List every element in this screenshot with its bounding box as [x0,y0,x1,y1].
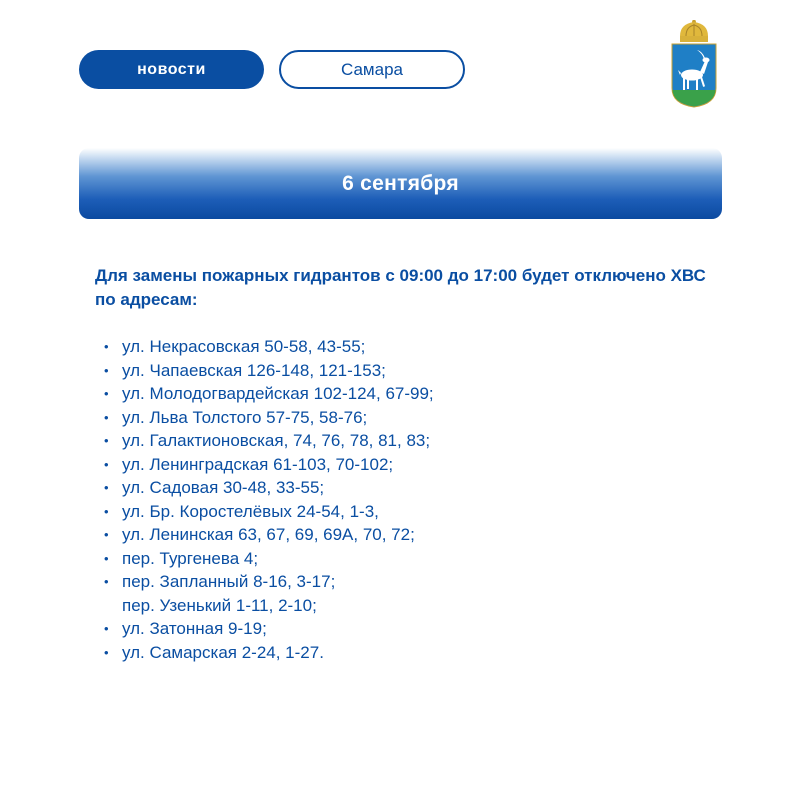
list-item [104,382,434,406]
bullet-icon: • [104,503,109,519]
address-line: ул. Затонная 9-19; [122,619,267,638]
address-line: ул. Садовая 30-48, 33-55; [122,478,325,497]
bullet-icon: • [104,574,109,589]
address-line: ул. Молодогвардейская 102-124, 67-99; [122,384,434,403]
bullet-icon: • [104,550,109,566]
list-item [104,523,434,547]
list-item [104,359,434,383]
bullet-icon: • [104,409,109,425]
address-line: ул. Бр. Коростелёвых 24-54, 1-3, [122,501,379,521]
address-line: ул. Галактионовская, 74, 76, 78, 81, 83; [122,431,431,450]
list-item [104,453,434,477]
bullet-icon: • [104,386,109,401]
list-item [104,476,434,500]
list-item [104,547,434,571]
list-item [104,429,434,453]
address-line: пер. Тургенева 4; [122,548,259,568]
address-line: ул. Льва Толстого 57-75, 58-76; [122,407,368,427]
crown-icon [680,20,708,42]
bullet-icon: • [104,480,109,495]
bullet-icon: • [104,456,109,472]
list-item [104,500,434,524]
news-tag[interactable] [79,50,264,89]
address-line: ул. Чапаевская 126-148, 121-153; [122,360,386,380]
date-banner-text: 6 сентября [342,171,459,195]
bullet-icon: • [104,362,109,378]
list-item [104,617,434,641]
address-line: ул. Ленинская 63, 67, 69, 69А, 70, 72; [122,525,415,544]
list-item [104,641,434,665]
list-item [104,570,434,617]
list-item [104,335,434,359]
list-item [104,406,434,430]
news-tag-label: новости [137,60,206,78]
bullet-icon: • [104,527,109,542]
address-line: пер. Запланный 8-16, 3-17; [122,572,336,591]
bullet-icon: • [104,433,109,448]
address-list [104,335,434,664]
samara-coat-of-arms-icon [666,20,722,108]
intro-text: Для замены пожарных гидрантов с 09:00 до 17:00 будет отключено ХВС по адресам: [95,266,706,309]
date-banner [79,148,722,219]
city-tag[interactable] [279,50,465,89]
bullet-icon: • [104,644,109,660]
address-line: ул. Ленинградская 61-103, 70-102; [122,454,394,474]
city-tag-label: Самара [341,59,403,79]
address-line: ул. Самарская 2-24, 1-27. [122,642,324,662]
bullet-icon: • [104,621,109,636]
address-line: пер. Узенький 1-11, 2-10; [122,595,317,615]
bullet-icon: • [104,339,109,354]
address-line: ул. Некрасовская 50-58, 43-55; [122,337,366,356]
